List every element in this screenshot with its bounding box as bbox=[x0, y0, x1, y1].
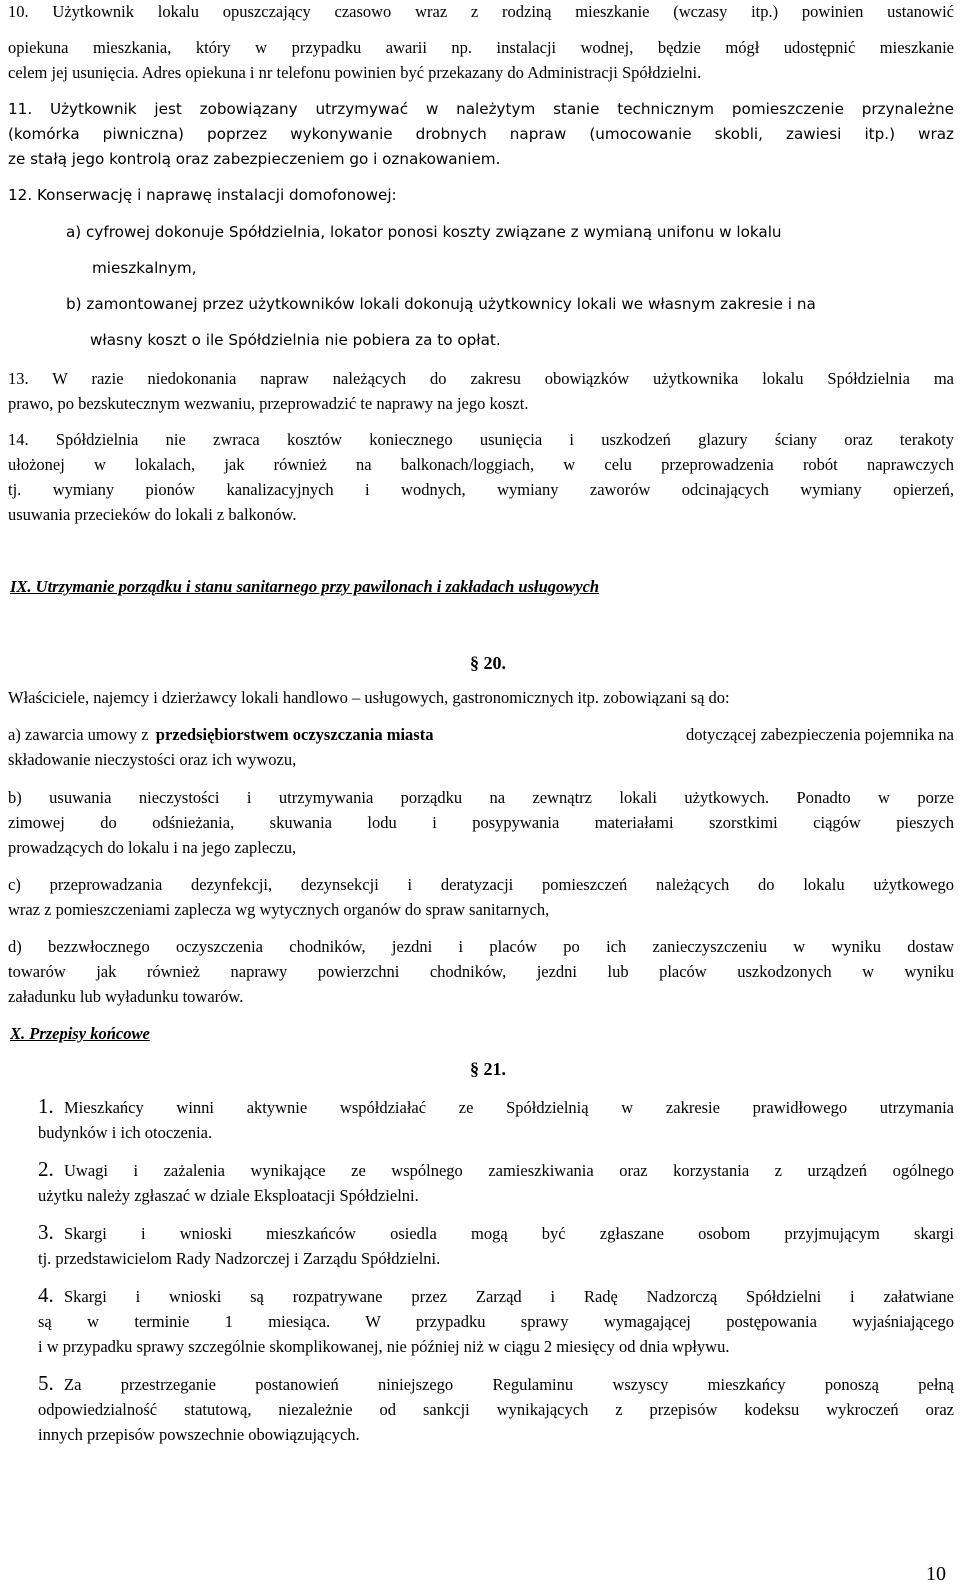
closing-item-5-line-1: Za przestrzeganie postanowień niniejszego Regulaminu wszyscy mieszkańcy ponoszą pełną bbox=[64, 1375, 954, 1394]
section-9-heading: IX. Utrzymanie porządku i stanu sanitarnego przy pawilonach i zakładach usługowych bbox=[10, 577, 600, 596]
section-9-c-line-1: c) przeprowadzania dezynfekcji, dezynsekcji i deratyzacji pomieszczeń należących do lokalu użytkowego bbox=[8, 875, 954, 894]
closing-item-2-number: 2. bbox=[38, 1157, 54, 1181]
section-9-b-line-1: b) usuwania nieczystości i utrzymywania porządku na zewnątrz lokali użytkowych. Ponadto w porze bbox=[8, 788, 954, 807]
item-10-line-3: celem jej usunięcia. Adres opiekuna i nr telefonu powinien być przekazany do Administracji Spółdzielni. bbox=[8, 63, 702, 82]
item-12a-line-1: a) cyfrowej dokonuje Spółdzielnia, lokator ponosi koszty związane z wymianą unifonu w lokalu bbox=[66, 223, 782, 241]
closing-item-3-line-2: tj. przedstawicielom Rady Nadzorczej i Zarządu Spółdzielni. bbox=[38, 1249, 441, 1268]
section-9-a-pre: a) zawarcia umowy z bbox=[8, 725, 149, 744]
section-9-intro: Właściciele, najemcy i dzierżawcy lokali handlowo – usługowych, gastronomicznych itp. zobowiązani są do: bbox=[8, 688, 730, 707]
paragraph-20-marker: § 20. bbox=[470, 653, 506, 673]
closing-item-2-line-2: użytku należy zgłaszać w dziale Eksploatacji Spółdzielni. bbox=[38, 1186, 419, 1205]
item-12a-line-2: mieszkalnym, bbox=[92, 259, 197, 277]
page-number: 10 bbox=[926, 1563, 946, 1585]
closing-item-5-line-2: odpowiedzialność statutową, niezależnie od sankcji wynikających z przepisów kodeksu wykroczeń oraz bbox=[38, 1400, 954, 1419]
item-13-line-2: prawo, po bezskutecznym wezwaniu, przeprowadzić te naprawy na jego koszt. bbox=[8, 394, 529, 413]
section-9-a-post: dotyczącej zabezpieczenia pojemnika na bbox=[686, 725, 954, 744]
closing-item-2-line-1: Uwagi i zażalenia wynikające ze wspólnego zamieszkiwania oraz korzystania z urządzeń ogólnego bbox=[64, 1161, 954, 1180]
item-12b-line-2: własny koszt o ile Spółdzielnia nie pobiera za to opłat. bbox=[90, 331, 501, 349]
section-9-c-line-2: wraz z pomieszczeniami zaplecza wg wytycznych organów do spraw sanitarnych, bbox=[8, 900, 550, 919]
section-9-a-line-2: składowanie nieczystości oraz ich wywozu, bbox=[8, 750, 297, 769]
item-14-line-3: tj. wymiany pionów kanalizacyjnych i wodnych, wymiany zaworów odcinających wymiany opierzeń, bbox=[8, 480, 954, 499]
closing-item-1-number: 1. bbox=[38, 1094, 54, 1118]
item-10-line-1: 10. Użytkownik lokalu opuszczający czasowo wraz z rodziną mieszkanie (wczasy itp.) powinien ustanowić bbox=[8, 2, 954, 21]
section-9-b-line-3: prowadzących do lokalu i na jego zapleczu, bbox=[8, 838, 297, 857]
closing-item-5-number: 5. bbox=[38, 1371, 54, 1395]
section-9-a-line-1 bbox=[8, 723, 954, 747]
closing-item-4-line-3: i w przypadku sprawy szczególnie skomplikowanej, nie później niż w ciągu 2 miesięcy od dnia wpływu. bbox=[38, 1337, 730, 1356]
item-13-line-1: 13. W razie niedokonania napraw należących do zakresu obowiązków użytkownika lokalu Spółdzielnia ma bbox=[8, 369, 954, 388]
section-9-d-line-2: towarów jak również naprawy powierzchni chodników, jezdni lub placów uszkodzonych w wyniku bbox=[8, 962, 954, 981]
closing-item-3-number: 3. bbox=[38, 1220, 54, 1244]
paragraph-21-marker: § 21. bbox=[470, 1059, 506, 1079]
item-10-line-2: opiekuna mieszkania, który w przypadku awarii np. instalacji wodnej, będzie mógł udostępnić mieszkanie bbox=[8, 38, 954, 57]
section-10-heading: X. Przepisy końcowe bbox=[10, 1024, 150, 1043]
closing-item-4-line-1: Skargi i wnioski są rozpatrywane przez Zarząd i Radę Nadzorczą Spółdzielni i załatwiane bbox=[64, 1287, 954, 1306]
item-12-title: 12. Konserwację i naprawę instalacji domofonowej: bbox=[8, 186, 397, 204]
closing-item-5-line-3: innych przepisów powszechnie obowiązujących. bbox=[38, 1425, 360, 1444]
item-14-line-2: ułożonej w lokalach, jak również na balkonach/loggiach, w celu przeprowadzenia robót naprawczych bbox=[8, 455, 954, 474]
section-9-d-line-1: d) bezzwłocznego oczyszczenia chodników, jezdni i placów po ich zanieczyszczeniu w wyniku dostaw bbox=[8, 937, 954, 956]
item-12b-line-1: b) zamontowanej przez użytkowników lokali dokonują użytkownicy lokali we własnym zakresie i na bbox=[66, 295, 816, 313]
item-11-line-3: ze stałą jego kontrolą oraz zabezpieczeniem go i oznakowaniem. bbox=[8, 150, 501, 168]
closing-item-1-line-1: Mieszkańcy winni aktywnie współdziałać ze Spółdzielnią w zakresie prawidłowego utrzymania bbox=[64, 1098, 954, 1117]
closing-item-4-line-2: są w terminie 1 miesiąca. W przypadku sprawy wymagającej postępowania wyjaśniającego bbox=[38, 1312, 954, 1331]
section-9-d-line-3: załadunku lub wyładunku towarów. bbox=[8, 987, 244, 1006]
section-9-b-line-2: zimowej do odśnieżania, skuwania lodu i posypywania materiałami szorstkimi ciągów pieszych bbox=[8, 813, 954, 832]
closing-item-3-line-1: Skargi i wnioski mieszkańców osiedla mogą być zgłaszane osobom przyjmującym skargi bbox=[64, 1224, 954, 1243]
section-9-a-bold: przedsiębiorstwem oczyszczania miasta bbox=[155, 725, 434, 744]
closing-item-4-number: 4. bbox=[38, 1283, 54, 1307]
item-11-line-2: (komórka piwniczna) poprzez wykonywanie drobnych napraw (umocowanie skobli, zawiesi itp.) wraz bbox=[8, 125, 954, 143]
item-11-line-1: 11. Użytkownik jest zobowiązany utrzymywać w należytym stanie technicznym pomieszczenie przynależne bbox=[8, 100, 954, 118]
item-14-line-1: 14. Spółdzielnia nie zwraca kosztów koniecznego usunięcia i uszkodzeń glazury ściany oraz terakoty bbox=[8, 430, 954, 449]
closing-item-1-line-2: budynków i ich otoczenia. bbox=[38, 1123, 213, 1142]
item-14-line-4: usuwania przecieków do lokali z balkonów. bbox=[8, 505, 297, 524]
